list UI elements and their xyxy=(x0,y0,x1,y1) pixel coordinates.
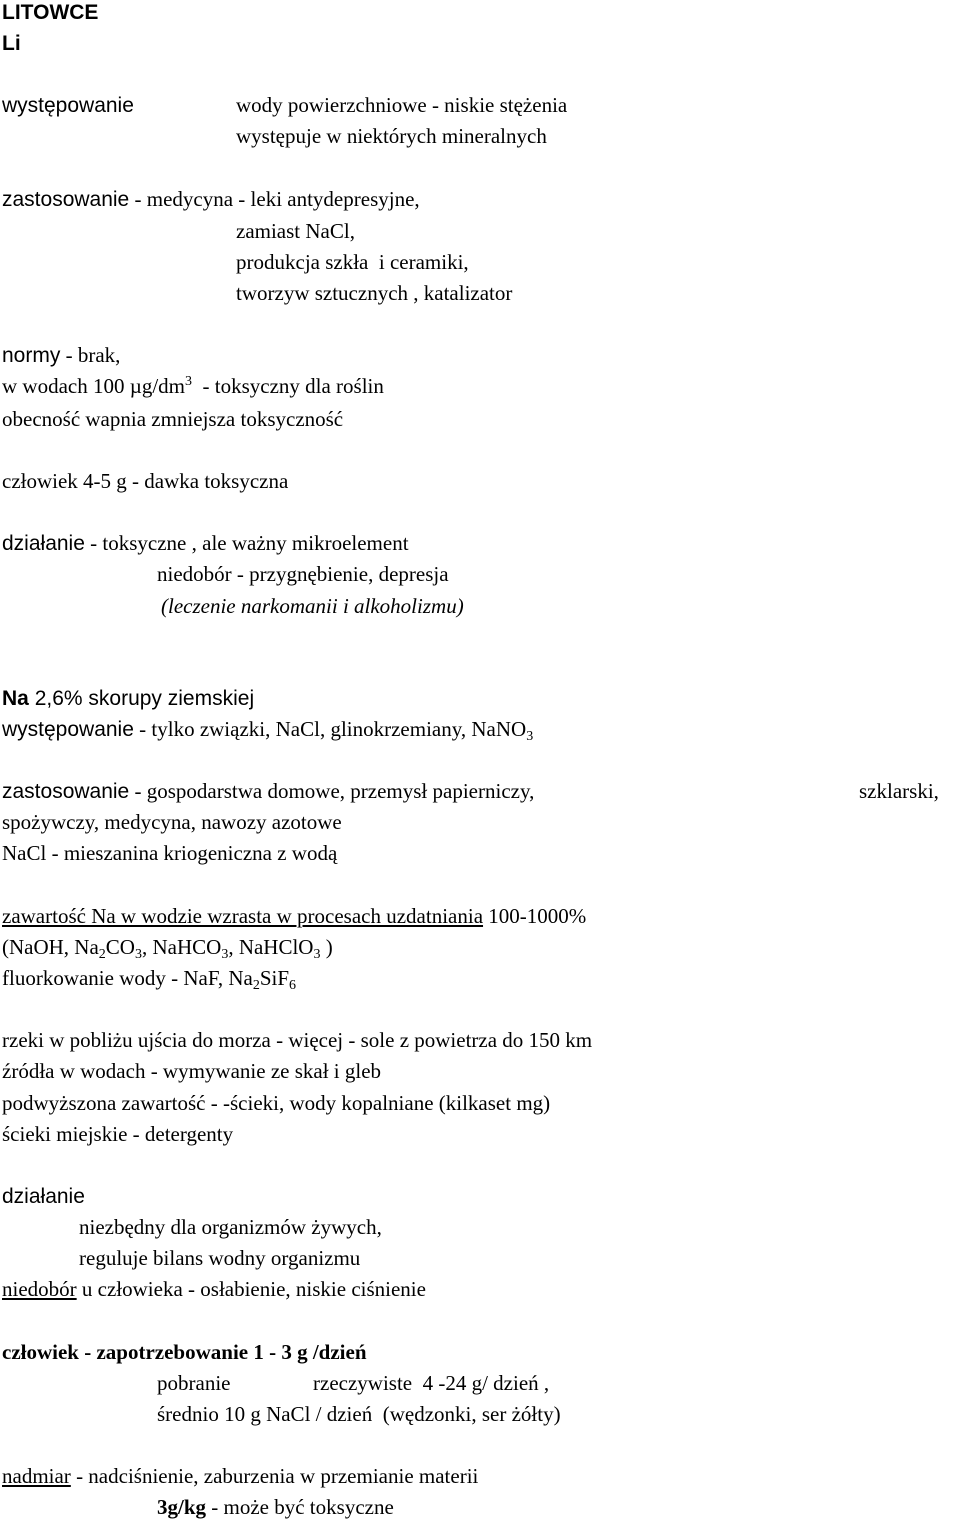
na-source-line: rzeki w pobliżu ujścia do morza - więcej - sole z powietrza do 150 km xyxy=(2,1028,593,1052)
na-effect-label: działanie xyxy=(2,1185,85,1208)
na-excess-line: 3g/kg - może być toksyczne xyxy=(157,1495,394,1519)
li-occurrence-label: występowanie xyxy=(2,94,134,117)
na-abundance-line: Na 2,6% skorupy ziemskiej xyxy=(2,687,255,710)
li-application-label: zastosowanie xyxy=(2,188,130,211)
na-occurrence-line: występowanie - tylko związki, NaCl, glinokrzemiany, NaNO$_3$ xyxy=(2,717,534,744)
li-norms-label: normy xyxy=(2,344,61,367)
na-effect-line: reguluje bilans wodny organizmu xyxy=(79,1246,361,1270)
na-application-line: szklarski, xyxy=(859,779,939,803)
li-occurrence-line: wody powierzchniowe - niskie stężenia xyxy=(236,93,568,117)
li-norms-line: obecność wapnia zmniejsza toksyczność xyxy=(2,407,344,431)
na-source-line: podwyższona zawartość - -ścieki, wody kopalniane (kilkaset mg) xyxy=(2,1091,551,1115)
na-effect-line: niezbędny dla organizmów żywych, xyxy=(79,1215,382,1239)
na-compounds-line: (NaOH, $Na_2CO_3$, NaHCO$_3$, NaHClO$_3$ ) xyxy=(2,935,333,962)
li-effect-line: (leczenie narkomanii i alkoholizmu) xyxy=(161,594,464,618)
na-application-line: spożywczy, medycyna, nawozy azotowe xyxy=(2,810,342,834)
na-fluoridation-line: fluorkowanie wody - NaF, $Na_2SiF_6$ xyxy=(2,966,297,993)
li-application-line: zastosowanie - medycyna - leki antydepresyjne, xyxy=(2,187,420,211)
na-occurrence-label: występowanie xyxy=(2,718,134,741)
li-application-line: produkcja szkła i ceramiki, xyxy=(236,250,469,274)
li-effect-label: działanie xyxy=(2,532,85,555)
li-application-line: tworzyw sztucznych , katalizator xyxy=(236,281,513,305)
na-application-label: zastosowanie xyxy=(2,780,130,803)
section-title: LITOWCE xyxy=(2,1,99,24)
li-application-line: zamiast NaCl, xyxy=(236,219,355,243)
na-application-line: NaCl - mieszanina kriogeniczna z wodą xyxy=(2,841,338,865)
na-intake-average: średnio 10 g NaCl / dzień (wędzonki, ser żółty) xyxy=(157,1402,561,1426)
element-symbol-na: Na xyxy=(2,687,29,710)
li-norms-line: normy - brak, xyxy=(2,343,121,367)
na-deficiency-line: niedobór u człowieka - osłabienie, niskie ciśnienie xyxy=(2,1277,426,1301)
na-source-line: źródła w wodach - wymywanie ze skał i gleb xyxy=(2,1059,382,1083)
li-norms-line: w wodach 100 $\mu g/dm^3$ - toksyczny dla roślin xyxy=(2,374,384,398)
na-intake-label: pobranie xyxy=(157,1371,231,1395)
na-requirement-heading: człowiek - zapotrzebowanie 1 - 3 g /dzień xyxy=(2,1340,367,1364)
element-symbol-li: Li xyxy=(2,32,21,55)
li-effect-line: niedobór - przygnębienie, depresja xyxy=(157,562,449,586)
na-content-line: zawartość Na w wodzie wzrasta w procesach uzdatniania 100-1000% xyxy=(2,904,587,928)
na-application-line: zastosowanie - gospodarstwa domowe, przemysł papierniczy, xyxy=(2,779,535,803)
li-occurrence-line: występuje w niektórych mineralnych xyxy=(236,124,547,148)
li-human-dose: człowiek 4-5 g - dawka toksyczna xyxy=(2,469,289,493)
na-intake-value: rzeczywiste 4 -24 g/ dzień , xyxy=(313,1371,550,1395)
li-effect-line: działanie - toksyczne , ale ważny mikroelement xyxy=(2,531,409,555)
na-excess-line: nadmiar - nadciśnienie, zaburzenia w przemianie materii xyxy=(2,1464,479,1488)
na-source-line: ścieki miejskie - detergenty xyxy=(2,1122,234,1146)
